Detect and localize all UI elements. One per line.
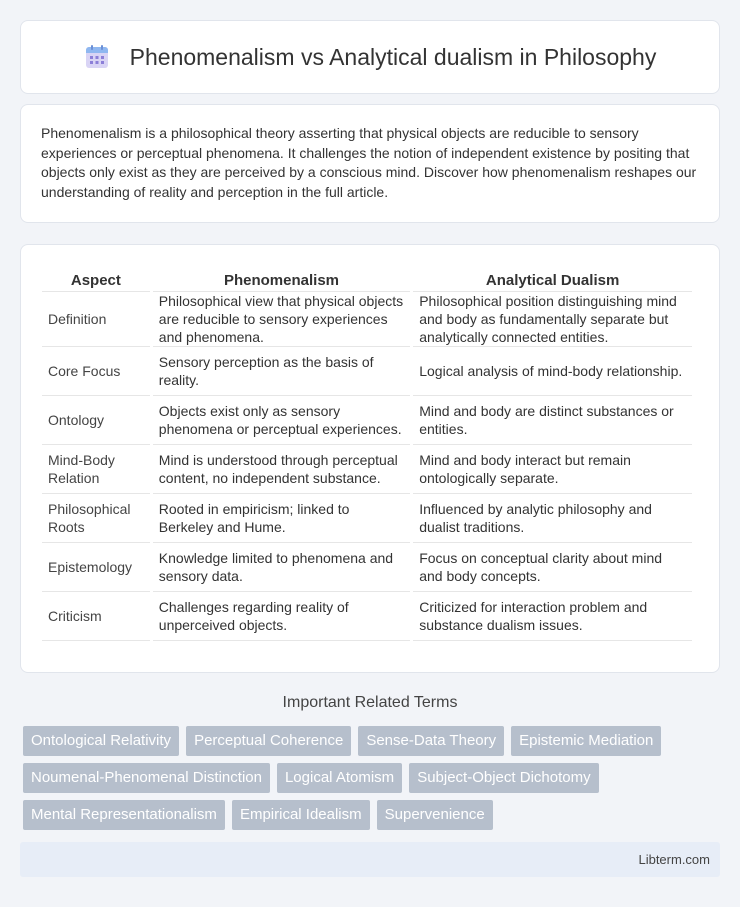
row-phenomenalism: Challenges regarding reality of unperceived objects. <box>153 592 410 641</box>
row-analytical-dualism: Criticized for interaction problem and substance dualism issues. <box>413 592 692 641</box>
related-term-tag[interactable]: Noumenal-Phenomenal Distinction <box>23 763 270 793</box>
row-analytical-dualism: Philosophical position distinguishing mind and body as fundamentally separate but analytically connected entities. <box>413 292 692 347</box>
header <box>84 44 657 71</box>
header-card <box>20 20 720 94</box>
table-row <box>42 347 692 396</box>
row-aspect: Mind-Body Relation <box>42 445 150 494</box>
row-phenomenalism: Rooted in empiricism; linked to Berkeley and Hume. <box>153 494 410 543</box>
comparison-card <box>20 244 720 673</box>
related-term-tag[interactable]: Perceptual Coherence <box>186 726 351 756</box>
row-aspect: Core Focus <box>42 347 150 396</box>
related-terms-list <box>23 726 713 830</box>
related-terms-title: Important Related Terms <box>282 694 458 711</box>
related-term-tag[interactable]: Mental Representationalism <box>23 800 225 830</box>
row-analytical-dualism: Influenced by analytic philosophy and dualist traditions. <box>413 494 692 543</box>
row-analytical-dualism: Logical analysis of mind-body relationship. <box>413 347 692 396</box>
table-row <box>42 445 692 494</box>
header-aspect: Aspect <box>42 265 150 292</box>
footer <box>20 842 720 877</box>
intro-text: Phenomenalism is a philosophical theory asserting that physical objects are reducible to sensory experiences or perceptual phenomena. It challenges the notion of independent existence by positing that objects only exist as they are perceived by a conscious mind. Discover how phenomenalism reshapes our understanding of reality and perception in the full article. <box>41 125 697 200</box>
related-term-tag[interactable]: Epistemic Mediation <box>511 726 661 756</box>
row-aspect: Definition <box>42 292 150 347</box>
table-header-row <box>42 265 692 292</box>
intro-card <box>20 104 720 223</box>
table-row <box>42 543 692 592</box>
related-term-tag[interactable]: Sense-Data Theory <box>358 726 504 756</box>
row-aspect: Criticism <box>42 592 150 641</box>
row-aspect: Epistemology <box>42 543 150 592</box>
table-row <box>42 494 692 543</box>
row-aspect: Ontology <box>42 396 150 445</box>
header-phenomenalism: Phenomenalism <box>153 265 410 292</box>
row-analytical-dualism: Focus on conceptual clarity about mind and body concepts. <box>413 543 692 592</box>
comparison-table <box>39 265 695 641</box>
page-title: Phenomenalism vs Analytical dualism in Philosophy <box>129 43 657 70</box>
row-phenomenalism: Knowledge limited to phenomena and sensory data. <box>153 543 410 592</box>
row-aspect: Philosophical Roots <box>42 494 150 543</box>
table-row <box>42 592 692 641</box>
row-analytical-dualism: Mind and body are distinct substances or entities. <box>413 396 692 445</box>
related-term-tag[interactable]: Ontological Relativity <box>23 726 179 756</box>
table-row <box>42 292 692 347</box>
header-analytical-dualism: Analytical Dualism <box>413 265 692 292</box>
related-term-tag[interactable]: Subject-Object Dichotomy <box>409 763 598 793</box>
row-phenomenalism: Mind is understood through perceptual content, no independent substance. <box>153 445 410 494</box>
footer-site-link[interactable]: Libterm.com <box>638 852 710 867</box>
related-term-tag[interactable]: Empirical Idealism <box>232 800 370 830</box>
related-term-tag[interactable]: Logical Atomism <box>277 763 402 793</box>
row-phenomenalism: Philosophical view that physical objects are reducible to sensory experiences and phenomena. <box>153 292 410 347</box>
row-analytical-dualism: Mind and body interact but remain ontologically separate. <box>413 445 692 494</box>
table-row <box>42 396 692 445</box>
related-term-tag[interactable]: Supervenience <box>377 800 493 830</box>
row-phenomenalism: Objects exist only as sensory phenomena or perceptual experiences. <box>153 396 410 445</box>
calendar-icon <box>84 44 110 70</box>
row-phenomenalism: Sensory perception as the basis of reality. <box>153 347 410 396</box>
